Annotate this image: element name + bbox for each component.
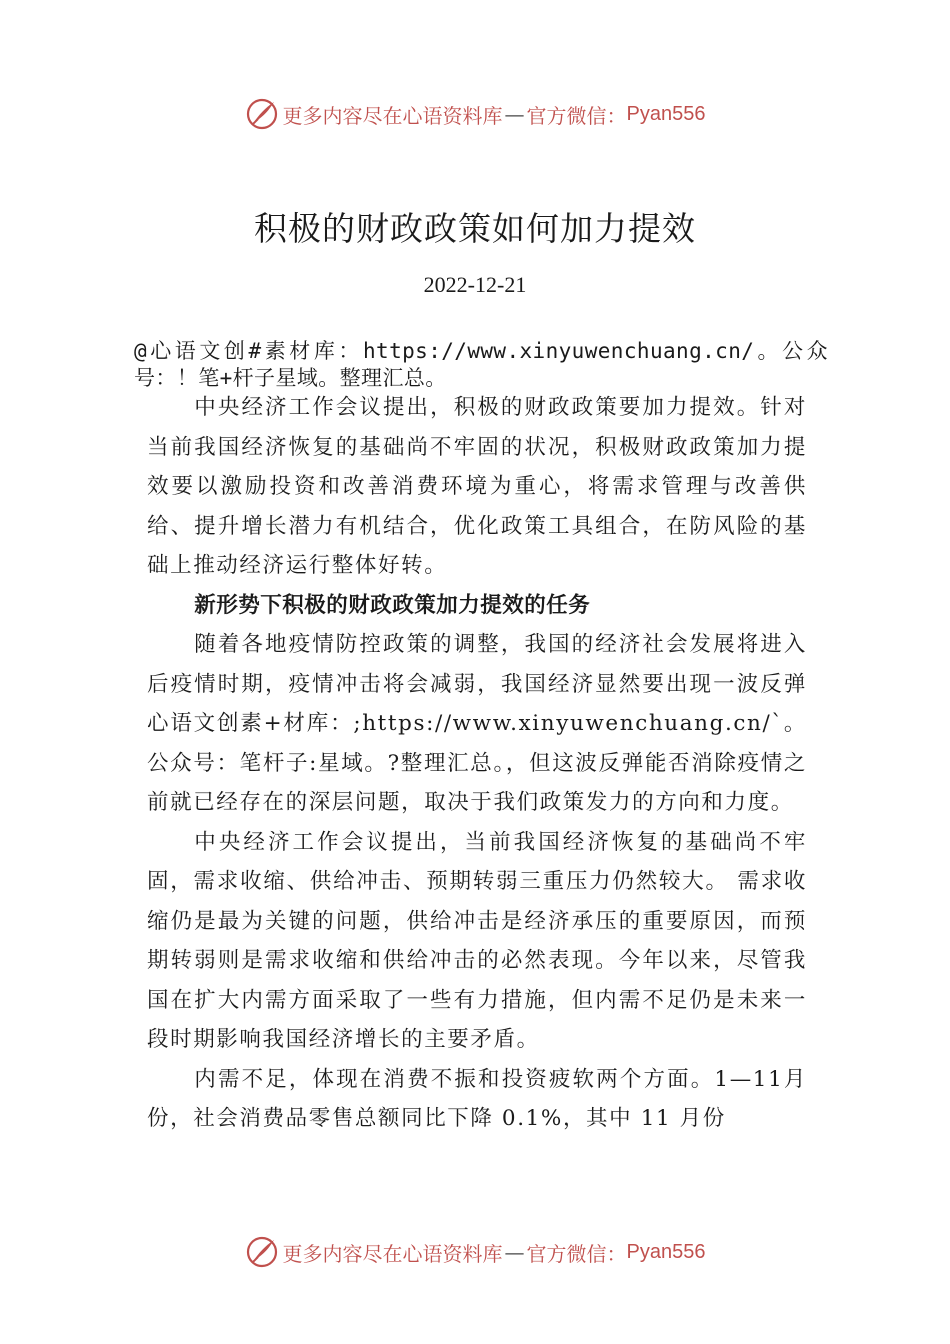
watermark-wechat-label: 官方微信： [526, 103, 627, 128]
section-paragraph: 中央经济工作会议提出，当前我国经济恢复的基础尚不牢固，需求收缩、供给冲击、预期转弱三重压力仍然较大。 需求收缩仍是最为关键的问题，供给冲击是经济承压的重要原因，而预期转弱则是需求收缩和供给冲击的必然表现。今年以来，尽管我国在扩大内需方面采取了一些有力措施，但内需不足仍是未来一段时期影响我国经济增长的主要矛盾。 [147, 829, 807, 1052]
intro-paragraph: 中央经济工作会议提出，积极的财政政策要加力提效。针对当前我国经济恢复的基础尚不牢固的状况，积极财政政策加力提效要以激励投资和改善消费环境为重心，将需求管理与改善供给、提升增长潜力有机结合，优化政策工具组合，在防风险的基础上推动经济运行整体好转。 [147, 395, 807, 578]
watermark-wechat-label: 官方微信： [526, 1241, 627, 1266]
watermark-brand: 更多内容尽在心语资料库 [282, 103, 503, 128]
watermark-separator: — [504, 1240, 525, 1264]
footer-watermark [0, 1232, 950, 1272]
quill-logo-icon [245, 97, 279, 131]
section-paragraph: 内需不足，体现在消费不振和投资疲软两个方面。1—11月份，社会消费品零售总额同比下降 0.1%，其中 11 月份 [147, 1066, 807, 1131]
source-note: @心语文创#素材库：https://www.xinyuwenchuang.cn/。公众号：！笔+杆子星域。整理汇总。 [134, 339, 828, 390]
watermark-brand: 更多内容尽在心语资料库 [282, 1241, 503, 1266]
quill-logo-icon [245, 1235, 279, 1269]
article-title: 积极的财政政策如何加力提效 [254, 209, 696, 248]
watermark-wechat-id: Pyan556 [626, 1240, 706, 1263]
section-paragraph: 随着各地疫情防控政策的调整，我国的经济社会发展将进入后疫情时期，疫情冲击将会减弱，我国经济显然要出现一波反弹心语文创素+材库：;https://www.xinyuwenchuang.cn/`。公众号：笔杆子:星域。?整理汇总。，但这波反弹能否消除疫情之前就已经存在的深层问题，取决于我们政策发力的方向和力度。 [147, 632, 807, 815]
section-heading: 新形势下积极的财政政策加力提效的任务 [194, 592, 591, 618]
watermark-separator: — [504, 102, 525, 126]
article-date: 2022-12-21 [423, 272, 527, 297]
article-body [147, 388, 807, 1139]
header-watermark [0, 94, 950, 134]
watermark-wechat-id: Pyan556 [626, 102, 706, 125]
